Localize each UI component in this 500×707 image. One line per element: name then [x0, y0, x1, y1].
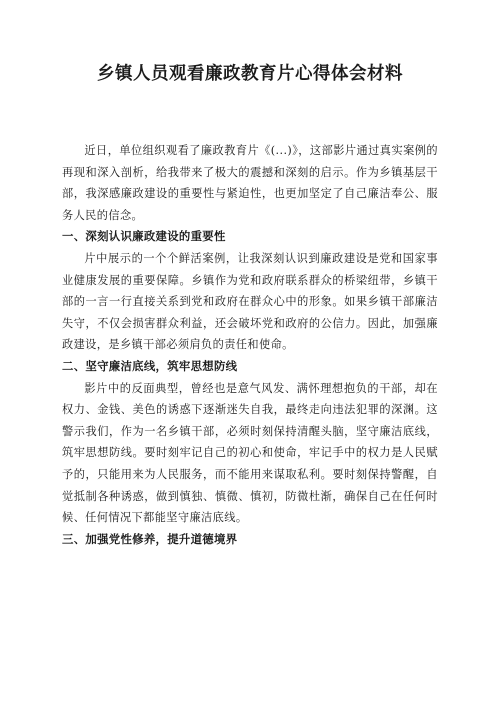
intro-paragraph: 近日，单位组织观看了廉政教育片《(...)》，这部影片通过真实案例的再现和深入剖析，给我带来了极大的震撼和深刻的启示。作为乡镇基层干部，我深感廉政建设的重要性与紧迫性，也更加坚定了自己廉洁奉公、服务人民的信念。: [62, 144, 438, 222]
section-heading-1: 一、深刻认识廉政建设的重要性: [62, 229, 226, 244]
document-title: 乡镇人员观看廉政教育片心得体会材料: [97, 64, 403, 84]
section-2-paragraph: 影片中的反面典型，曾经也是意气风发、满怀理想抱负的干部，却在权力、金钱、美色的诱惑下逐渐迷失自我，最终走向违法犯罪的深渊。这警示我们，作为一名乡镇干部，必须时刻保持清醒头脑，坚守廉洁底线，筑牢思想防线。要时刻牢记自己的初心和使命，牢记手中的权力是人民赋予的，只能用来为人民服务，而不能用来谋取私利。要时刻保持警醒，自觉抵制各种诱惑，做到慎独、慎微、慎初，防微杜渐，确保自己在任何时候、任何情况下都能坚守廉洁底线。: [62, 381, 438, 525]
section-heading-3: 三、加强党性修养，提升道德境界: [62, 531, 238, 546]
section-1-paragraph: 片中展示的一个个鲜活案例，让我深刻认识到廉政建设是党和国家事业健康发展的重要保障。乡镇作为党和政府联系群众的桥梁纽带，乡镇干部的一言一行直接关系到党和政府在群众心中的形象。如果乡镇干部廉洁失守，不仅会损害群众利益，还会破坏党和政府的公信力。因此，加强廉政建设，是乡镇干部必须肩负的责任和使命。: [62, 251, 438, 352]
section-heading-2: 二、坚守廉洁底线，筑牢思想防线: [62, 358, 238, 373]
document-body: [62, 140, 438, 550]
